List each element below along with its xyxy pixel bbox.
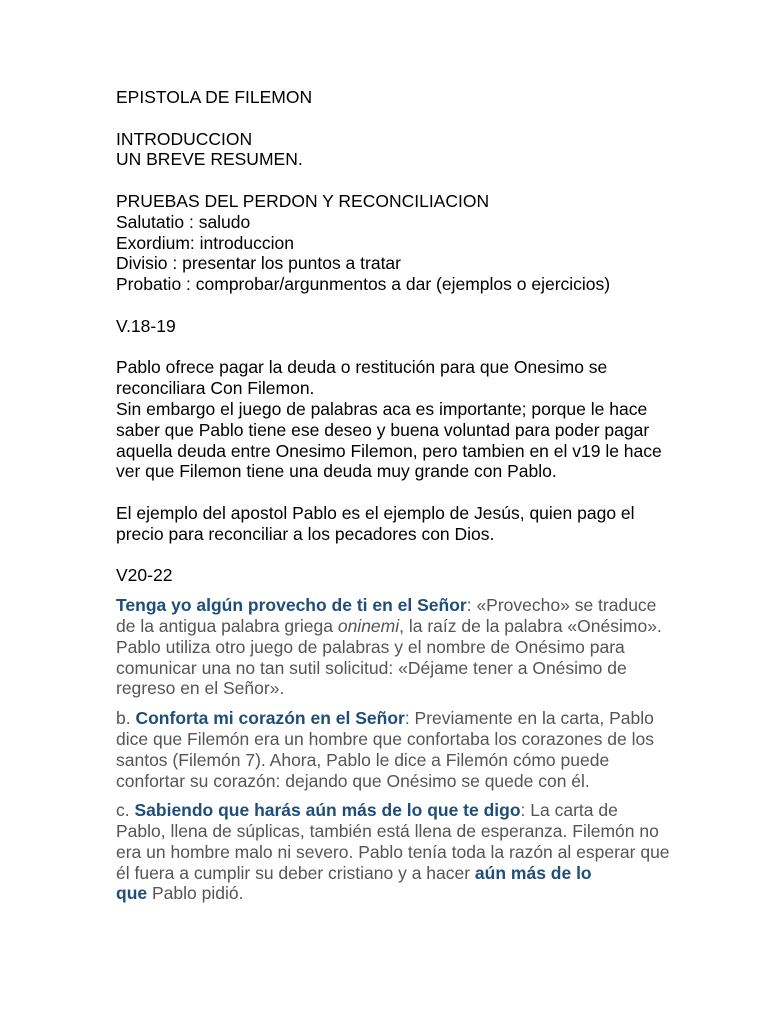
paragraph-line: aquella deuda entre Onesimo Filemon, pero tambien en el v19 le hace bbox=[116, 440, 662, 461]
commentary-text: de la antigua palabra griega bbox=[116, 615, 338, 636]
item-prefix: b. bbox=[116, 708, 136, 729]
item-prefix: c. bbox=[116, 800, 135, 821]
outline-item: Salutatio : saludo bbox=[116, 211, 251, 232]
paragraph-line: precio para reconciliar a los pecadores con Dios. bbox=[116, 523, 495, 544]
section-heading: V20-22 bbox=[116, 565, 173, 586]
verse-quote: aún más de lo bbox=[474, 862, 592, 883]
commentary-line: Pablo, llena de súplicas, también está llena de esperanza. Filemón no bbox=[116, 821, 659, 842]
commentary-line bbox=[116, 708, 676, 729]
commentary-line bbox=[116, 595, 676, 616]
intro-line: INTRODUCCION bbox=[116, 128, 253, 149]
verse-quote: Conforta mi corazón en el Señor bbox=[135, 708, 405, 729]
commentary-text: Pablo pidió. bbox=[147, 883, 244, 904]
paragraph-line: ver que Filemon tiene una deuda muy grande con Pablo. bbox=[116, 461, 557, 482]
commentary-line bbox=[116, 883, 676, 904]
paragraph-line: reconciliara Con Filemon. bbox=[116, 378, 315, 399]
commentary-line: regreso en el Señor». bbox=[116, 678, 285, 699]
commentary-text: : «Provecho» se traduce bbox=[466, 595, 657, 616]
commentary-text: : La carta de bbox=[520, 800, 618, 821]
paragraph-line: Pablo ofrece pagar la deuda o restitución para que Onesimo se bbox=[116, 357, 608, 378]
verse-quote: Sabiendo que harás aún más de lo que te digo bbox=[134, 800, 521, 821]
commentary-line: santos (Filemón 7). Ahora, Pablo le dice a Filemón cómo puede bbox=[116, 749, 610, 770]
outline-heading: PRUEBAS DEL PERDON Y RECONCILIACION bbox=[116, 190, 490, 211]
commentary-line bbox=[116, 616, 676, 637]
commentary-line bbox=[116, 800, 676, 821]
commentary-text: , la raíz de la palabra «Onésimo». bbox=[399, 615, 662, 636]
commentary-line: comunicar una no tan sutil solicitud: «Déjame tener a Onésimo de bbox=[116, 657, 627, 678]
paragraph-line: saber que Pablo tiene ese deseo y buena voluntad para poder pagar bbox=[116, 419, 650, 440]
document-body bbox=[116, 87, 676, 904]
commentary-line bbox=[116, 863, 676, 884]
commentary-line: era un hombre malo ni severo. Pablo tenía toda la razón al esperar que bbox=[116, 841, 670, 862]
outline-item: Probatio : comprobar/argunmentos a dar (ejemplos o ejercicios) bbox=[116, 274, 611, 295]
outline-item: Exordium: introduccion bbox=[116, 232, 294, 253]
verse-quote: Tenga yo algún provecho de ti en el Señor bbox=[116, 595, 467, 616]
paragraph-line: El ejemplo del apostol Pablo es el ejemplo de Jesús, quien pago el bbox=[116, 502, 635, 523]
verse-quote: que bbox=[116, 883, 148, 904]
commentary-text: : Previamente en la carta, Pablo bbox=[404, 708, 654, 729]
paragraph-line: Sin embargo el juego de palabras aca es importante; porque le hace bbox=[116, 398, 648, 419]
greek-word: oninemi bbox=[337, 615, 400, 636]
commentary-line: confortar su corazón: dejando que Onésimo se quede con él. bbox=[116, 770, 590, 791]
commentary-line: Pablo utiliza otro juego de palabras y el nombre de Onésimo para bbox=[116, 636, 625, 657]
outline-item: Divisio : presentar los puntos a tratar bbox=[116, 253, 401, 274]
section-heading: V.18-19 bbox=[116, 315, 176, 336]
document-title: EPISTOLA DE FILEMON bbox=[116, 87, 313, 107]
intro-line: UN BREVE RESUMEN. bbox=[116, 149, 303, 170]
commentary-text: él fuera a cumplir su deber cristiano y a hacer bbox=[116, 862, 475, 883]
commentary-line: dice que Filemón era un hombre que confortaba los corazones de los bbox=[116, 728, 654, 749]
